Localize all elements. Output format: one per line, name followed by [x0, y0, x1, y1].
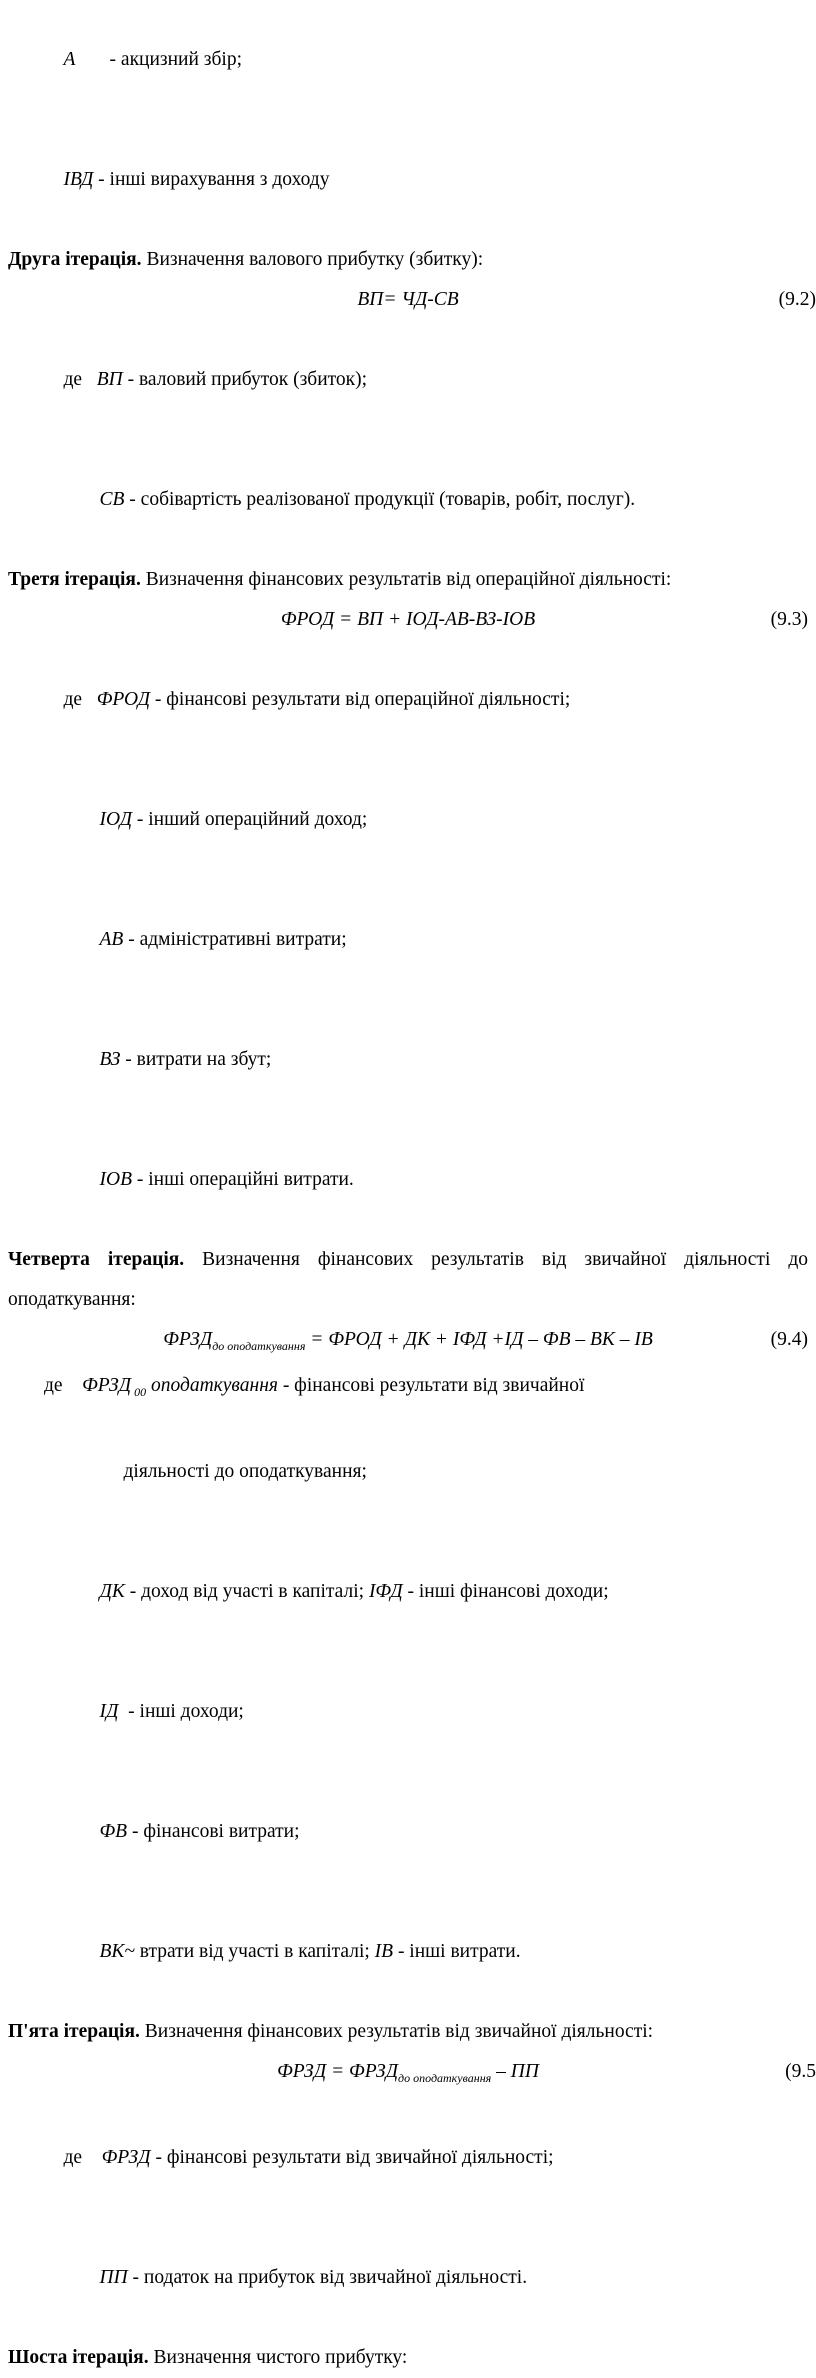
formula-9-2-row	[8, 280, 816, 320]
definition-line-ivd	[8, 120, 808, 240]
formula-9-3-number: (9.3)	[770, 609, 808, 630]
term-pp-text: - податок на прибуток від звичайної діяльності.	[127, 2266, 528, 2288]
formula-9-5-rest: – ПП	[491, 2060, 539, 2082]
definition-line-fv	[8, 1772, 808, 1892]
definition-line-pp	[8, 2218, 808, 2338]
term-frod: ФРОД	[96, 689, 151, 710]
term-frzd-opod-word: оподаткування	[146, 1374, 278, 1396]
term-frzd-opod: ФРЗД	[82, 1374, 132, 1396]
term-pp: ПП	[99, 2266, 128, 2288]
term-ifd: ІФД	[368, 1580, 403, 1602]
formula-9-4-subscript: до оподаткування	[212, 1338, 306, 1353]
term-iov-text: - інші операційні витрати.	[132, 1169, 354, 1190]
de-label-3: де	[44, 1374, 63, 1396]
text-sixth-iteration: Визначення чистого прибутку:	[148, 2346, 408, 2368]
definition-line-a	[8, 0, 808, 120]
term-iov: ІОВ	[99, 1169, 132, 1190]
heading-third-iteration: Третя ітерація.	[8, 569, 141, 590]
formula-9-3-row	[8, 600, 808, 640]
formula-9-5-number: (9.5	[785, 2060, 816, 2082]
formula-9-4-number: (9.4)	[770, 1329, 808, 1350]
term-frzd-opod-subscript: 00	[131, 1384, 147, 1399]
term-av-text: - адміністративні витрати;	[123, 929, 347, 950]
definition-line-sv	[8, 440, 808, 560]
heading-second-iteration: Друга ітерація.	[8, 249, 142, 270]
definition-line-dk-ifd	[8, 1532, 808, 1652]
term-iv-text: - інші витрати.	[393, 1940, 521, 1962]
definition-line-frzd-opodatkuvannya	[8, 1366, 808, 1412]
term-ifd-text: - інші фінансові доходи;	[402, 1580, 609, 1602]
term-frod-text: - фінансові результати від операційної діяльності;	[150, 689, 571, 710]
formula-9-5-main: ФРЗД = ФРЗД	[277, 2060, 399, 2082]
term-a-gap	[75, 49, 104, 70]
de-label-2: де	[63, 689, 83, 710]
formula-9-4-main: ФРЗД	[163, 1329, 213, 1350]
term-frzd-opod-text2: діяльності до оподаткування;	[123, 1460, 367, 1482]
heading-fourth-iteration: Четверта ітерація.	[8, 1249, 185, 1270]
definition-line-frod	[8, 640, 808, 760]
definition-line-id	[8, 1652, 808, 1772]
term-dk-text: - доход від участі в капіталі;	[124, 1580, 369, 1602]
term-iod: ІОД	[99, 809, 132, 830]
term-ivd-text: - інші вирахування з доходу	[93, 169, 330, 190]
term-id: ІД	[99, 1700, 119, 1722]
paragraph-fifth-iteration	[8, 2012, 808, 2052]
term-sv: СВ	[99, 489, 125, 510]
heading-fifth-iteration: П'ята ітерація.	[8, 2020, 140, 2042]
term-vz: ВЗ	[99, 1049, 121, 1070]
formula-9-5-row	[8, 2052, 816, 2098]
definition-line-iod	[8, 760, 808, 880]
definition-line-vk-iv	[8, 1892, 808, 2012]
formula-9-2: ВП= ЧД-СВ	[357, 289, 459, 310]
term-fv: ФВ	[99, 1820, 128, 1842]
formula-9-4-rest: = ФРОД + ДК + ІФД +ІД – ФВ – ВК – ІВ	[305, 1329, 653, 1350]
de-label-4: де	[63, 2146, 83, 2168]
definition-line-vz	[8, 1000, 808, 1120]
definition-line-frzd	[8, 2098, 808, 2218]
paragraph-sixth-iteration	[8, 2338, 808, 2378]
term-frzd-opod-text: - фінансові результати від звичайної	[277, 1374, 585, 1396]
heading-sixth-iteration: Шоста ітерація.	[8, 2346, 149, 2368]
text-second-iteration: Визначення валового прибутку (збитку):	[141, 249, 484, 270]
term-frzd-text: - фінансові результати від звичайної діяльності;	[150, 2146, 554, 2168]
term-id-text: - інші доходи;	[118, 1700, 244, 1722]
definition-line-iov	[8, 1120, 808, 1240]
text-fourth-iteration: Визначення фінансових результатів від звичайної діяльності до оподаткування:	[8, 1249, 808, 1310]
text-fifth-iteration: Визначення фінансових результатів від звичайної діяльності:	[139, 2020, 654, 2042]
term-sv-text: - собівартість реалізованої продукції (товарів, робіт, послуг).	[124, 489, 636, 510]
formula-9-5-subscript: до оподаткування	[398, 2070, 492, 2085]
term-a: А	[63, 49, 76, 70]
paragraph-fourth-iteration	[8, 1240, 808, 1320]
term-a-text: - акцизний збір;	[104, 49, 243, 70]
term-av: АВ	[99, 929, 124, 950]
term-dk: ДК	[99, 1580, 125, 1602]
paragraph-second-iteration	[8, 240, 808, 280]
formula-9-4-row	[8, 1320, 808, 1366]
term-iv: ІВ	[374, 1940, 394, 1962]
text-third-iteration: Визначення фінансових результатів від операційної діяльності:	[140, 569, 672, 590]
paragraph-third-iteration	[8, 560, 808, 600]
term-frzd: ФРЗД	[101, 2146, 151, 2168]
definition-line-vp	[8, 320, 808, 440]
term-ivd: ІВД	[63, 169, 94, 190]
term-vp-text: - валовий прибуток (збиток);	[122, 369, 368, 390]
term-vz-text: - витрати на збут;	[120, 1049, 272, 1070]
term-vk-text: втрати від участі в капіталі;	[134, 1940, 375, 1962]
term-iod-text: - інший операційний доход;	[132, 809, 368, 830]
term-fv-text: - фінансові витрати;	[127, 1820, 300, 1842]
definition-line-av	[8, 880, 808, 1000]
term-vk: ВК~	[99, 1940, 135, 1962]
formula-9-3: ФРОД = ВП + ІОД-АВ-ВЗ-ІОВ	[280, 609, 536, 630]
term-vp: ВП	[96, 369, 123, 390]
definition-line-frzd-opodatkuvannya-cont	[8, 1412, 808, 1532]
de-label-1: де	[63, 369, 83, 390]
formula-9-2-number: (9.2)	[778, 289, 816, 310]
